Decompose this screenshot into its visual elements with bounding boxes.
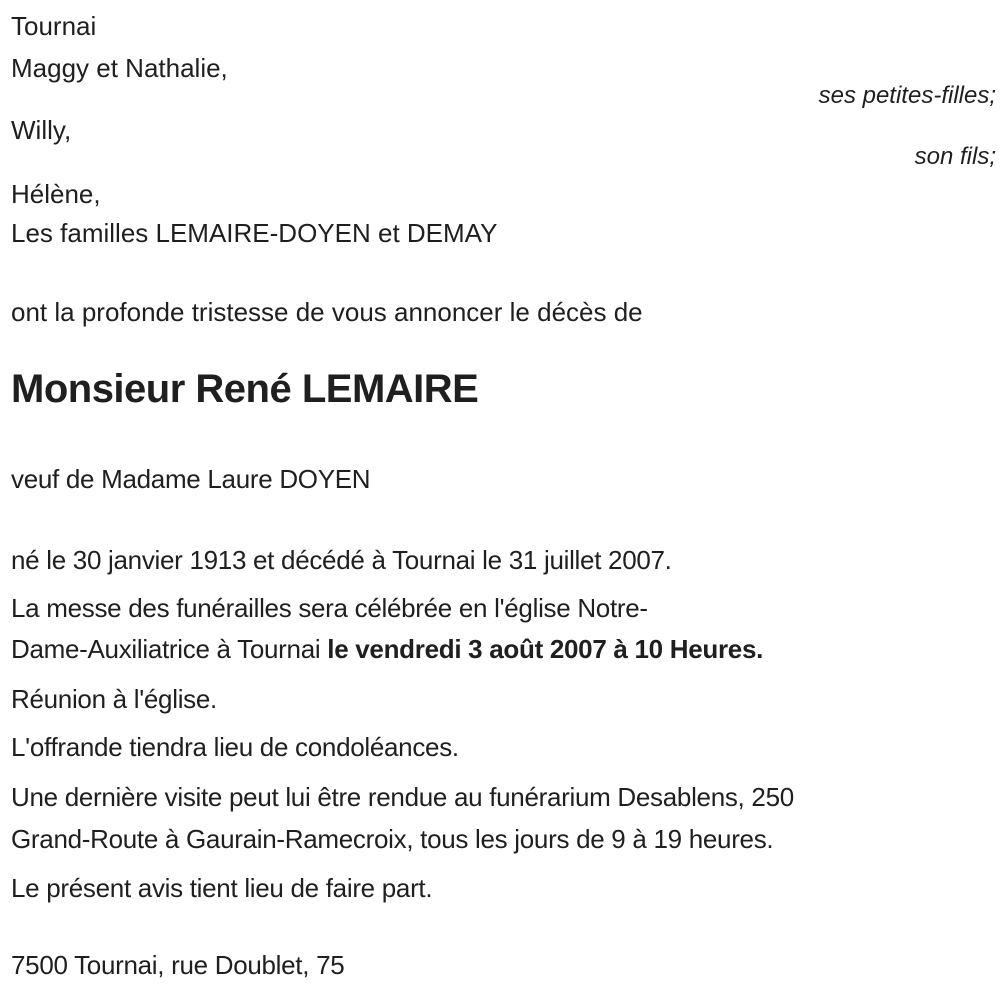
funeral-mass-line-2-bold: le vendredi 3 août 2007 à 10 Heures.	[327, 634, 764, 664]
last-visit-line-1: Une dernière visite peut lui être rendue au funérarium Desablens, 250	[11, 782, 794, 812]
city-line: Tournai	[11, 11, 97, 41]
address-line: 7500 Tournai, rue Doublet, 75	[11, 950, 345, 980]
deceased-name-heading: Monsieur René LEMAIRE	[11, 367, 479, 411]
funeral-mass-line-2	[11, 634, 763, 665]
last-visit-line-2: Grand-Route à Gaurain-Ramecroix, tous les jours de 9 à 19 heures.	[11, 824, 774, 854]
family-member-name: Hélène,	[11, 179, 101, 209]
notice-line: Le présent avis tient lieu de faire part.	[11, 873, 433, 903]
granddaughters-relation: ses petites-filles;	[818, 82, 996, 109]
intro-line: ont la profonde tristesse de vous annoncer le décès de	[11, 297, 643, 327]
funeral-mass-line-1: La messe des funérailles sera célébrée en l'église Notre-	[11, 593, 648, 623]
widower-line: veuf de Madame Laure DOYEN	[11, 464, 371, 494]
son-name: Willy,	[11, 115, 72, 145]
condolences-line: L'offrande tiendra lieu de condoléances.	[11, 732, 459, 762]
birth-death-line: né le 30 janvier 1913 et décédé à Tournai le 31 juillet 2007.	[11, 545, 672, 575]
son-relation: son fils;	[914, 143, 996, 170]
funeral-mass-line-2-regular: Dame-Auxiliatrice à Tournai	[11, 634, 328, 664]
granddaughters-names: Maggy et Nathalie,	[11, 53, 228, 83]
meeting-line: Réunion à l'église.	[11, 684, 217, 714]
families-line: Les familles LEMAIRE-DOYEN et DEMAY	[11, 218, 498, 248]
